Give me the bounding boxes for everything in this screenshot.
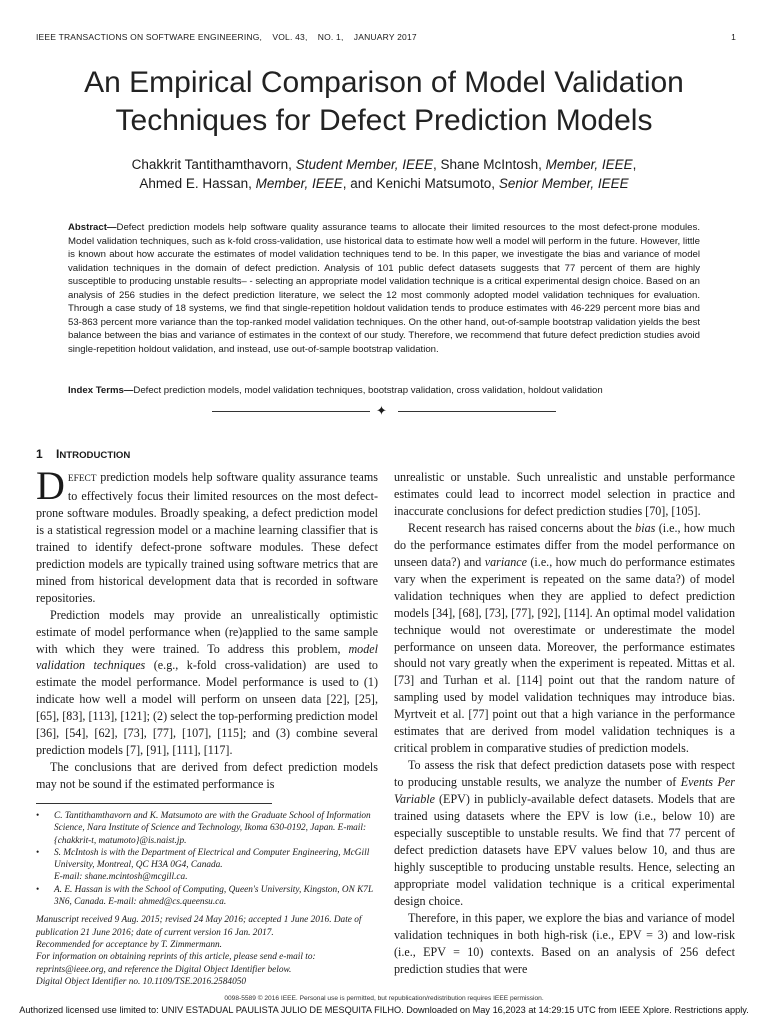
footnote-text: A. E. Hassan is with the School of Computing, Queen's University, Kingston, ON K7L 3N6, Canada. E-mail: ahmed@cs.queensu.ca. [54,884,373,908]
author-name: Chakkrit Tantithamthavorn, [131,157,296,172]
paragraph [36,463,378,607]
author-name: Ahmed E. Hassan, [139,176,256,191]
index-terms-text: Defect prediction models, model validation techniques, bootstrap validation, cross validation, holdout validation [133,385,603,396]
paragraph [394,757,735,910]
authors-line-1 [0,155,768,174]
author-membership: Member, IEEE [255,176,343,191]
abstract [68,221,700,356]
drop-cap: D [36,463,65,508]
emphasis: bias [635,520,656,535]
bullet-icon: • [36,884,40,895]
author-affiliation-note [36,847,378,884]
separator-rule-right [398,411,556,412]
separator-rule-left [212,411,370,412]
paper-title [0,64,768,140]
section-heading [36,447,130,461]
title-line-1: An Empirical Comparison of Model Validation [84,66,684,99]
paragraph-text: (e.g., k-fold cross-validation) are used to estimate the model performance. Model performance is used to (1) indicate how well a model will perform on unseen data [22], [25], [65], [83], [113], [121]; (2) select the top-performing prediction model [36], [54], [62], [73], [77], [107], [115]; and (3) combine several prediction models [7], [91], [111], [117]. [36,658,378,758]
author-separator: , [632,157,637,172]
separator-diamond-icon: ✦ [376,403,387,418]
paragraph-text: Prediction models may provide an unrealistically optimistic estimate of model performance when (re)applied to the same sample with which they were trained. To address this problem, [36,607,378,656]
author-name: , Shane McIntosh, [433,157,546,172]
authors-line-2 [0,174,768,193]
author-name: , and Kenichi Matsumoto, [342,176,499,191]
paragraph-text: (i.e., how much do performance estimates vary when the experiment is repeated on the same data?) of model validation techniques when they are applied to defect prediction models [34], [68], [73], [77], [92], [114]. An optimal model validation technique would not overestimate or underestimate the model performance on unseen data. Moreover, the performance estimates should not vary greatly when the experiment is repeated. Mittas et al. [73] and Turhan et al. [114] point out that the random nature of sampling used by model validation techniques may introduce bias. Myrtveit et al. [77] point out that a high variance in the performance estimates that are derived from model validation techniques is a critical problem in comparative studies of prediction models. [394,554,735,756]
page-number: 1 [731,32,736,42]
paragraph-text: (EPV) in publicly-available defect datasets. Models that are trained using datasets where the EPV is low (i.e., below 10) are especially susceptible to unstable results. We find that 77 percent of defect prediction datasets have EPV values below 10, and thus are highly susceptible to producing unstable results. Hence, selecting an appropriate model validation technique is a critical experimental design choice. [394,792,735,908]
copyright-notice: 0098-5589 © 2016 IEEE. Personal use is permitted, but republication/redistribution requires IEEE permission. [224,995,544,1002]
index-terms [68,384,700,397]
emphasis: variance [484,554,528,569]
author-affiliation-note [36,884,378,909]
footnotes [36,810,378,988]
paragraph: The conclusions that are derived from defect prediction models may not be sound if the estimated performance is [36,760,378,792]
footnote-rule [36,803,272,804]
abstract-text: Defect prediction models help software quality assurance teams to allocate their limited resources to the most defect-prone modules. Model validation techniques, such as k-fold cross-validation, use historical data to estimate how well a model will perform in the future. However, little is known about how accurate the estimates of model validation techniques tend to be. In this paper, we investigate the bias and variance of model validation techniques in the domain of defect prediction. Analysis of 101 public defect datasets suggests that 77 percent of them are highly susceptible to producing unstable results– - selecting an appropriate model validation technique is a critical experimental design choice. Based on an analysis of 256 studies in the defect prediction literature, we select the 12 most commonly adopted model validation techniques for evaluation. Through a case study of 18 systems, we find that single-repetition holdout validation tends to produce estimates with 46-229 percent more bias and 53-863 percent more variance than the top-ranked model validation techniques. On the other hand, out-of-sample bootstrap validation yields the best balance between the bias and variance of estimates in the context of our study. Therefore, we recommend that future defect prediction studies avoid single-repetition holdout validation, and instead, use out-of-sample bootstrap validation. [68,222,700,355]
authorized-use-notice: Authorized licensed use limited to: UNIV ESTADUAL PAULISTA JULIO DE MESQUITA FILHO. Downloaded on May 16,2023 at 14:29:15 UTC from IEEE Xplore. Restrictions apply. [19,1005,749,1015]
author-affiliation-note [36,810,378,847]
footnote-text: C. Tantithamthavorn and K. Matsumoto are with the Graduate School of Information Science, Nara Institute of Science and Technology, Ikoma 630-0192, Japan. E-mail: {chakkrit-t, matumoto}@is.naist.jp. [54,811,371,846]
author-list [0,155,768,193]
doi: Digital Object Identifier no. 10.1109/TSE.2016.2584050 [36,976,247,987]
abstract-label: Abstract— [68,222,117,233]
reprints-info: For information on obtaining reprints of this article, please send e-mail to: reprints@ieee.org, and reference the Digital Object Identifier below. [36,952,316,975]
running-head [36,32,736,42]
manuscript-dates: Manuscript received 9 Aug. 2015; revised 24 May 2016; accepted 1 June 2016. Date of publication 21 June 2016; date of current version 16 Jan. 2017. [36,915,362,938]
paragraph-text: prediction models help software quality assurance teams to effectively focus their limited resources on the most defect-prone software modules. Broadly speaking, a defect prediction model is a statistical regression model or a machine learning classifier that is trained to identify defect-prone software modules. These defect prediction models are typically trained using software metrics that are mined from historical development data that is recorded in software repositories. [36,470,378,605]
bullet-icon: • [36,811,40,821]
author-membership: Senior Member, IEEE [498,176,629,191]
bullet-icon: • [36,847,40,858]
right-column [394,469,735,978]
paragraph: Therefore, in this paper, we explore the bias and variance of model validation techniques in both high-risk (i.e., EPV = 3) and low-risk (i.e., EPV = 10) contexts. Based on an analysis of 256 defect prediction studies that were [394,910,735,976]
author-membership: Student Member, IEEE [295,157,434,172]
emphasis: model validation techniques [36,641,378,673]
section-title-initial: I [56,447,60,461]
paragraph: unrealistic or unstable. Such unrealistic and unstable performance estimates could lead to incorrect model selection in practice and inaccurate conclusions for defect prediction studies [70], [105]. [394,470,735,518]
index-terms-label: Index Terms— [68,385,134,396]
paragraph [36,607,378,760]
footnote-text: S. McIntosh is with the Department of Electrical and Computer Engineering, McGill University, Montreal, QC H3A 0G4, Canada. [54,847,370,871]
title-line-2: Techniques for Defect Prediction Models [115,104,653,137]
section-title-rest: NTRODUCTION [59,450,131,461]
footnote-text: E-mail: shane.mcintosh@mcgill.ca. [54,872,188,883]
emphasis: Events Per Variable [394,775,735,807]
small-caps-lead: EFECT [67,474,97,484]
recommended-by: Recommended for acceptance by T. Zimmermann. [36,939,222,950]
author-membership: Member, IEEE [545,157,633,172]
paragraph [394,520,735,757]
paragraph-text: Recent research has raised concerns about the [408,520,636,535]
paragraph-text: (i.e., how much do the performance estimates differ from the model performance on unseen data?) and [394,520,735,569]
section-number: 1 [36,447,43,461]
left-column [36,463,378,793]
journal-info: IEEE TRANSACTIONS ON SOFTWARE ENGINEERING, VOL. 43, NO. 1, JANUARY 2017 [36,32,417,42]
paragraph-text: To assess the risk that defect prediction datasets pose with respect to producing unstable results, we analyze the number of [394,758,735,790]
